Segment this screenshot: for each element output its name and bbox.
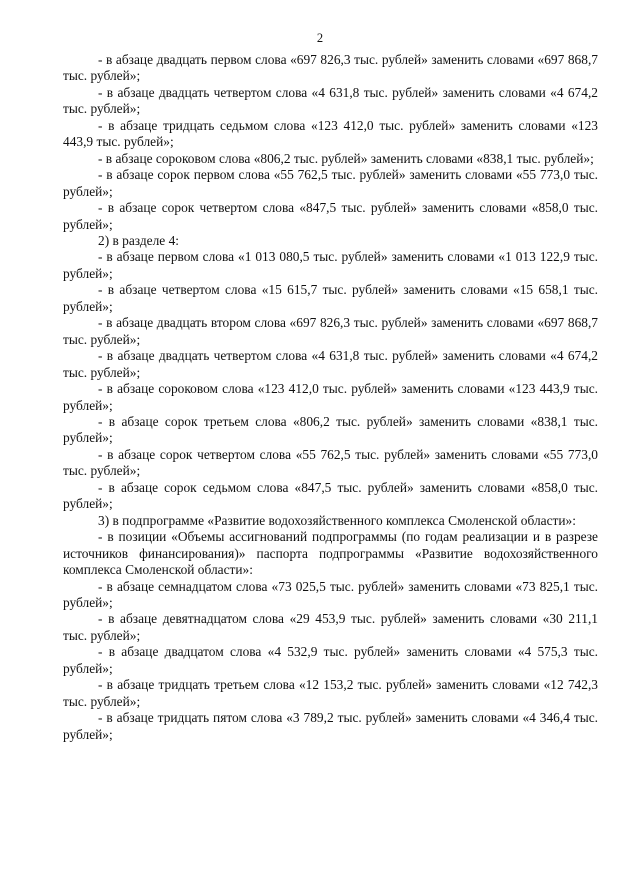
paragraph: - в абзаце сорок четвертом слова «847,5 тыс. рублей» заменить словами «858,0 тыс. рублей»; (63, 200, 598, 232)
paragraph: - в абзаце сороковом слова «123 412,0 тыс. рублей» заменить словами «123 443,9 тыс. рублей»; (63, 381, 598, 413)
section-heading: 2) в разделе 4: (98, 232, 180, 248)
paragraph: - в абзаце тридцать пятом слова «3 789,2 тыс. рублей» заменить словами «4 346,4 тыс. рублей»; (63, 710, 598, 742)
paragraph: - в абзаце сорок первом слова «55 762,5 тыс. рублей» заменить словами «55 773,0 тыс. рублей»; (63, 167, 598, 199)
paragraph: - в абзаце двадцать втором слова «697 826,3 тыс. рублей» заменить словами «697 868,7 тыс. рублей»; (63, 315, 598, 347)
paragraph: - в позиции «Объемы ассигнований подпрограммы (по годам реализации и в разрезе источников финансирования)» паспорта подпрограммы «Развитие водохозяйственного комплекса Смоленской области»: (63, 529, 598, 578)
paragraph: - в абзаце тридцать седьмом слова «123 412,0 тыс. рублей» заменить словами «123 443,9 тыс. рублей»; (63, 117, 598, 150)
paragraph: - в абзаце четвертом слова «15 615,7 тыс. рублей» заменить словами «15 658,1 тыс. рублей»; (63, 282, 598, 314)
paragraph: - в абзаце двадцать четвертом слова «4 631,8 тыс. рублей» заменить словами «4 674,2 тыс. рублей»; (63, 348, 598, 380)
section-heading: 3) в подпрограмме «Развитие водохозяйственного комплекса Смоленской области»: (98, 512, 576, 528)
paragraph: - в абзаце семнадцатом слова «73 025,5 тыс. рублей» заменить словами «73 825,1 тыс. рублей»; (63, 578, 598, 610)
paragraph: - в абзаце сорок четвертом слова «55 762,5 тыс. рублей» заменить словами «55 773,0 тыс. рублей»; (63, 446, 598, 479)
document-body (63, 52, 598, 743)
paragraph: - в абзаце тридцать третьем слова «12 153,2 тыс. рублей» заменить словами «12 742,3 тыс. рублей»; (63, 677, 598, 709)
paragraph: - в абзаце девятнадцатом слова «29 453,9 тыс. рублей» заменить словами «30 211,1 тыс. рублей»; (63, 611, 598, 643)
paragraph: - в абзаце двадцатом слова «4 532,9 тыс. рублей» заменить словами «4 575,3 тыс. рублей»; (63, 644, 598, 676)
paragraph: - в абзаце двадцать первом слова «697 826,3 тыс. рублей» заменить словами «697 868,7 тыс. рублей»; (63, 52, 598, 84)
paragraph: - в абзаце двадцать четвертом слова «4 631,8 тыс. рублей» заменить словами «4 674,2 тыс. рублей»; (63, 84, 598, 117)
paragraph: - в абзаце сорок седьмом слова «847,5 тыс. рублей» заменить словами «858,0 тыс. рублей»; (63, 479, 598, 512)
page-number: 2 (316, 31, 324, 45)
paragraph: - в абзаце сороковом слова «806,2 тыс. рублей» заменить словами «838,1 тыс. рублей»; (98, 150, 594, 166)
paragraph: - в абзаце первом слова «1 013 080,5 тыс. рублей» заменить словами «1 013 122,9 тыс. рублей»; (63, 249, 598, 281)
paragraph: - в абзаце сорок третьем слова «806,2 тыс. рублей» заменить словами «838,1 тыс. рублей»; (63, 413, 598, 446)
